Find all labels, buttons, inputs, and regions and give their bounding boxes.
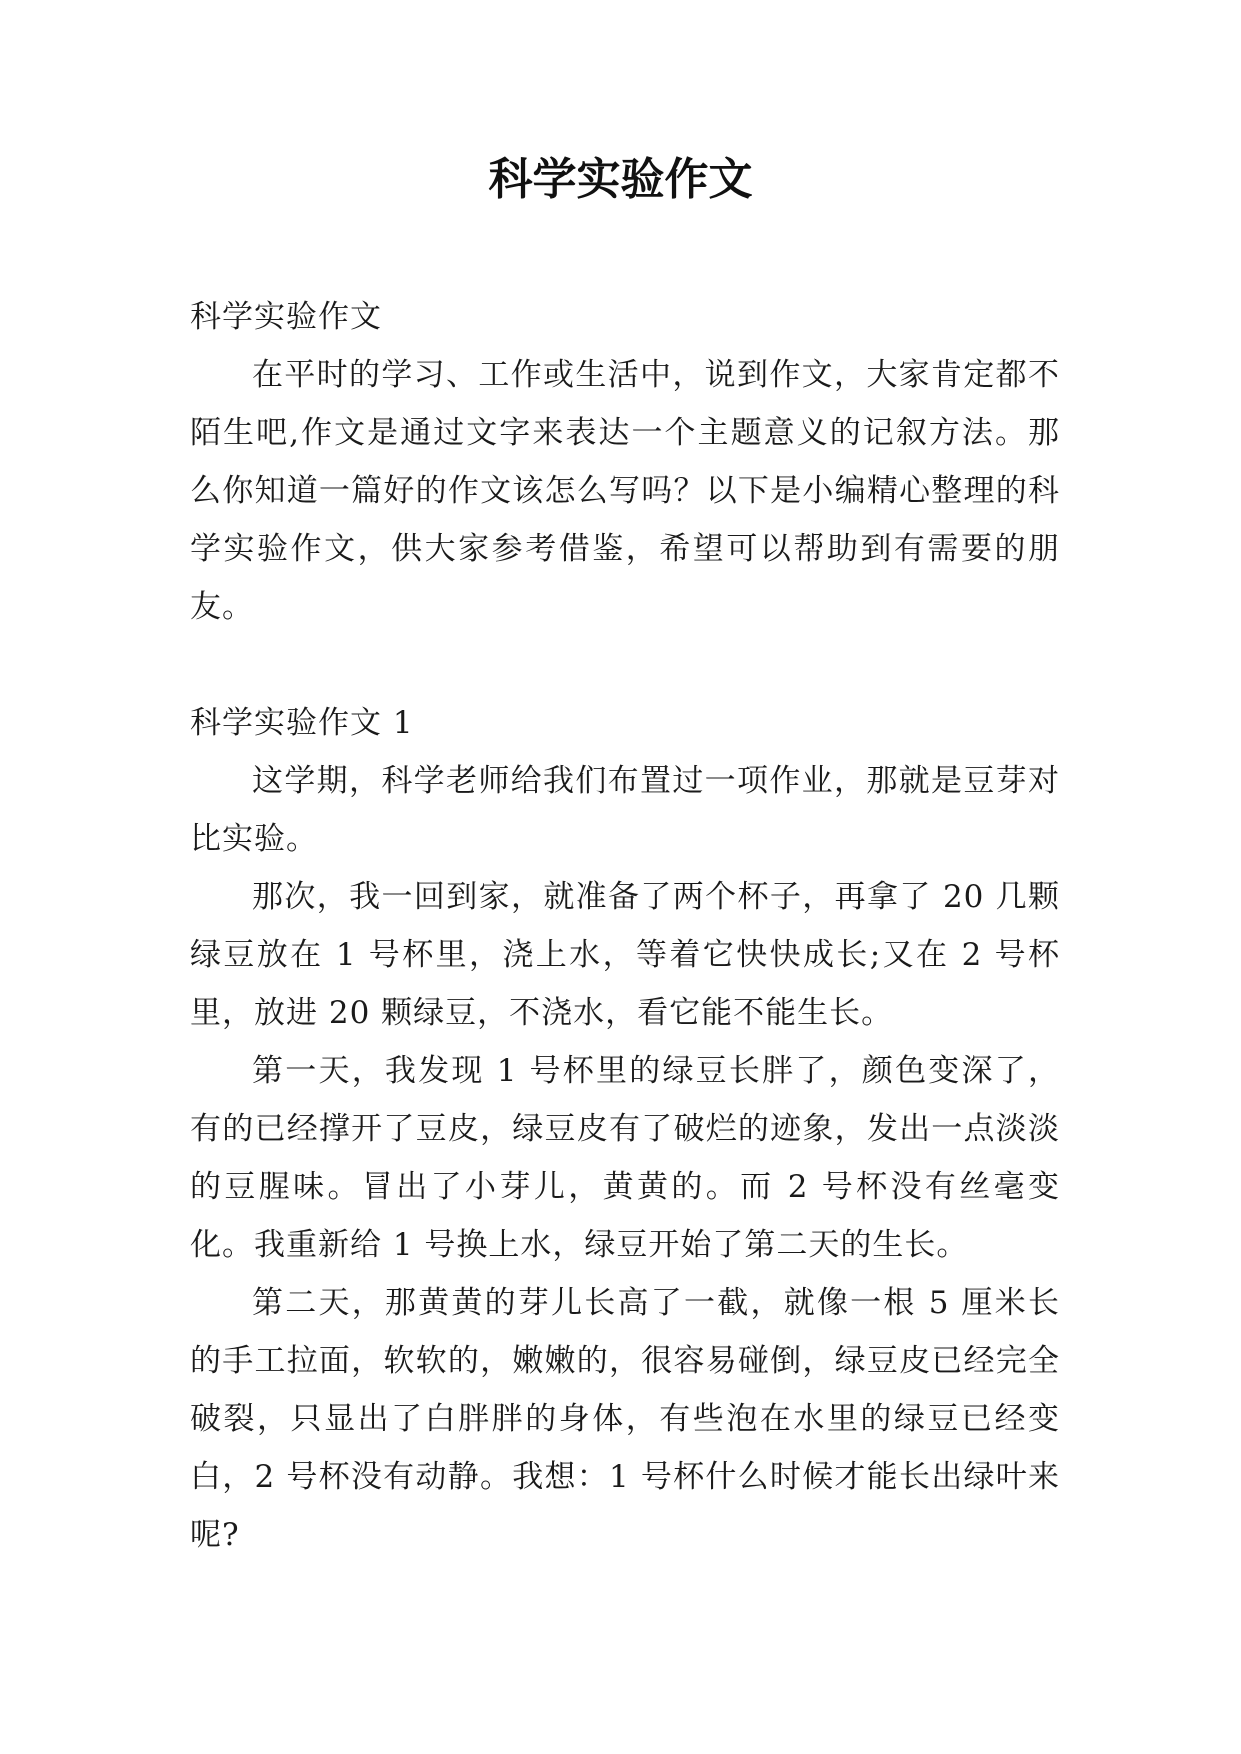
section-1-heading: 科学实验作文 1 — [190, 705, 414, 741]
document-title: 科学实验作文 — [488, 154, 753, 205]
section-1-paragraph-3: 第一天，我发现 1 号杯里的绿豆长胖了，颜色变深了，有的已经撑开了豆皮，绿豆皮有了破烂的迹象，发出一点淡淡的豆腥味。冒出了小芽儿，黄黄的。而 2 号杯没有丝毫变化。我重新给 1 号换上水，绿豆开始了第二天的生长。 — [190, 1053, 1060, 1263]
intro-paragraph: 在平时的学习、工作或生活中，说到作文，大家肯定都不陌生吧,作文是通过文字来表达一个主题意义的记叙方法。那么你知道一篇好的作文该怎么写吗？以下是小编精心整理的科学实验作文，供大家参考借鉴，希望可以帮助到有需要的朋友。 — [190, 357, 1060, 625]
section-1-paragraph-2: 那次，我一回到家，就准备了两个杯子，再拿了 20 几颗绿豆放在 1 号杯里，浇上水，等着它快快成长;又在 2 号杯里，放进 20 颗绿豆，不浇水，看它能不能生长。 — [190, 879, 1060, 1031]
section-1-paragraph-4: 第二天，那黄黄的芽儿长高了一截，就像一根 5 厘米长的手工拉面，软软的，嫩嫩的，很容易碰倒，绿豆皮已经完全破裂，只显出了白胖胖的身体，有些泡在水里的绿豆已经变白，2 号杯没有动静。我想：1 号杯什么时候才能长出绿叶来呢? — [190, 1285, 1060, 1553]
section-spacer — [190, 636, 1060, 694]
intro-heading: 科学实验作文 — [190, 299, 382, 335]
section-1-paragraph-1: 这学期，科学老师给我们布置过一项作业，那就是豆芽对比实验。 — [190, 763, 1060, 857]
document-body — [190, 288, 1060, 1564]
